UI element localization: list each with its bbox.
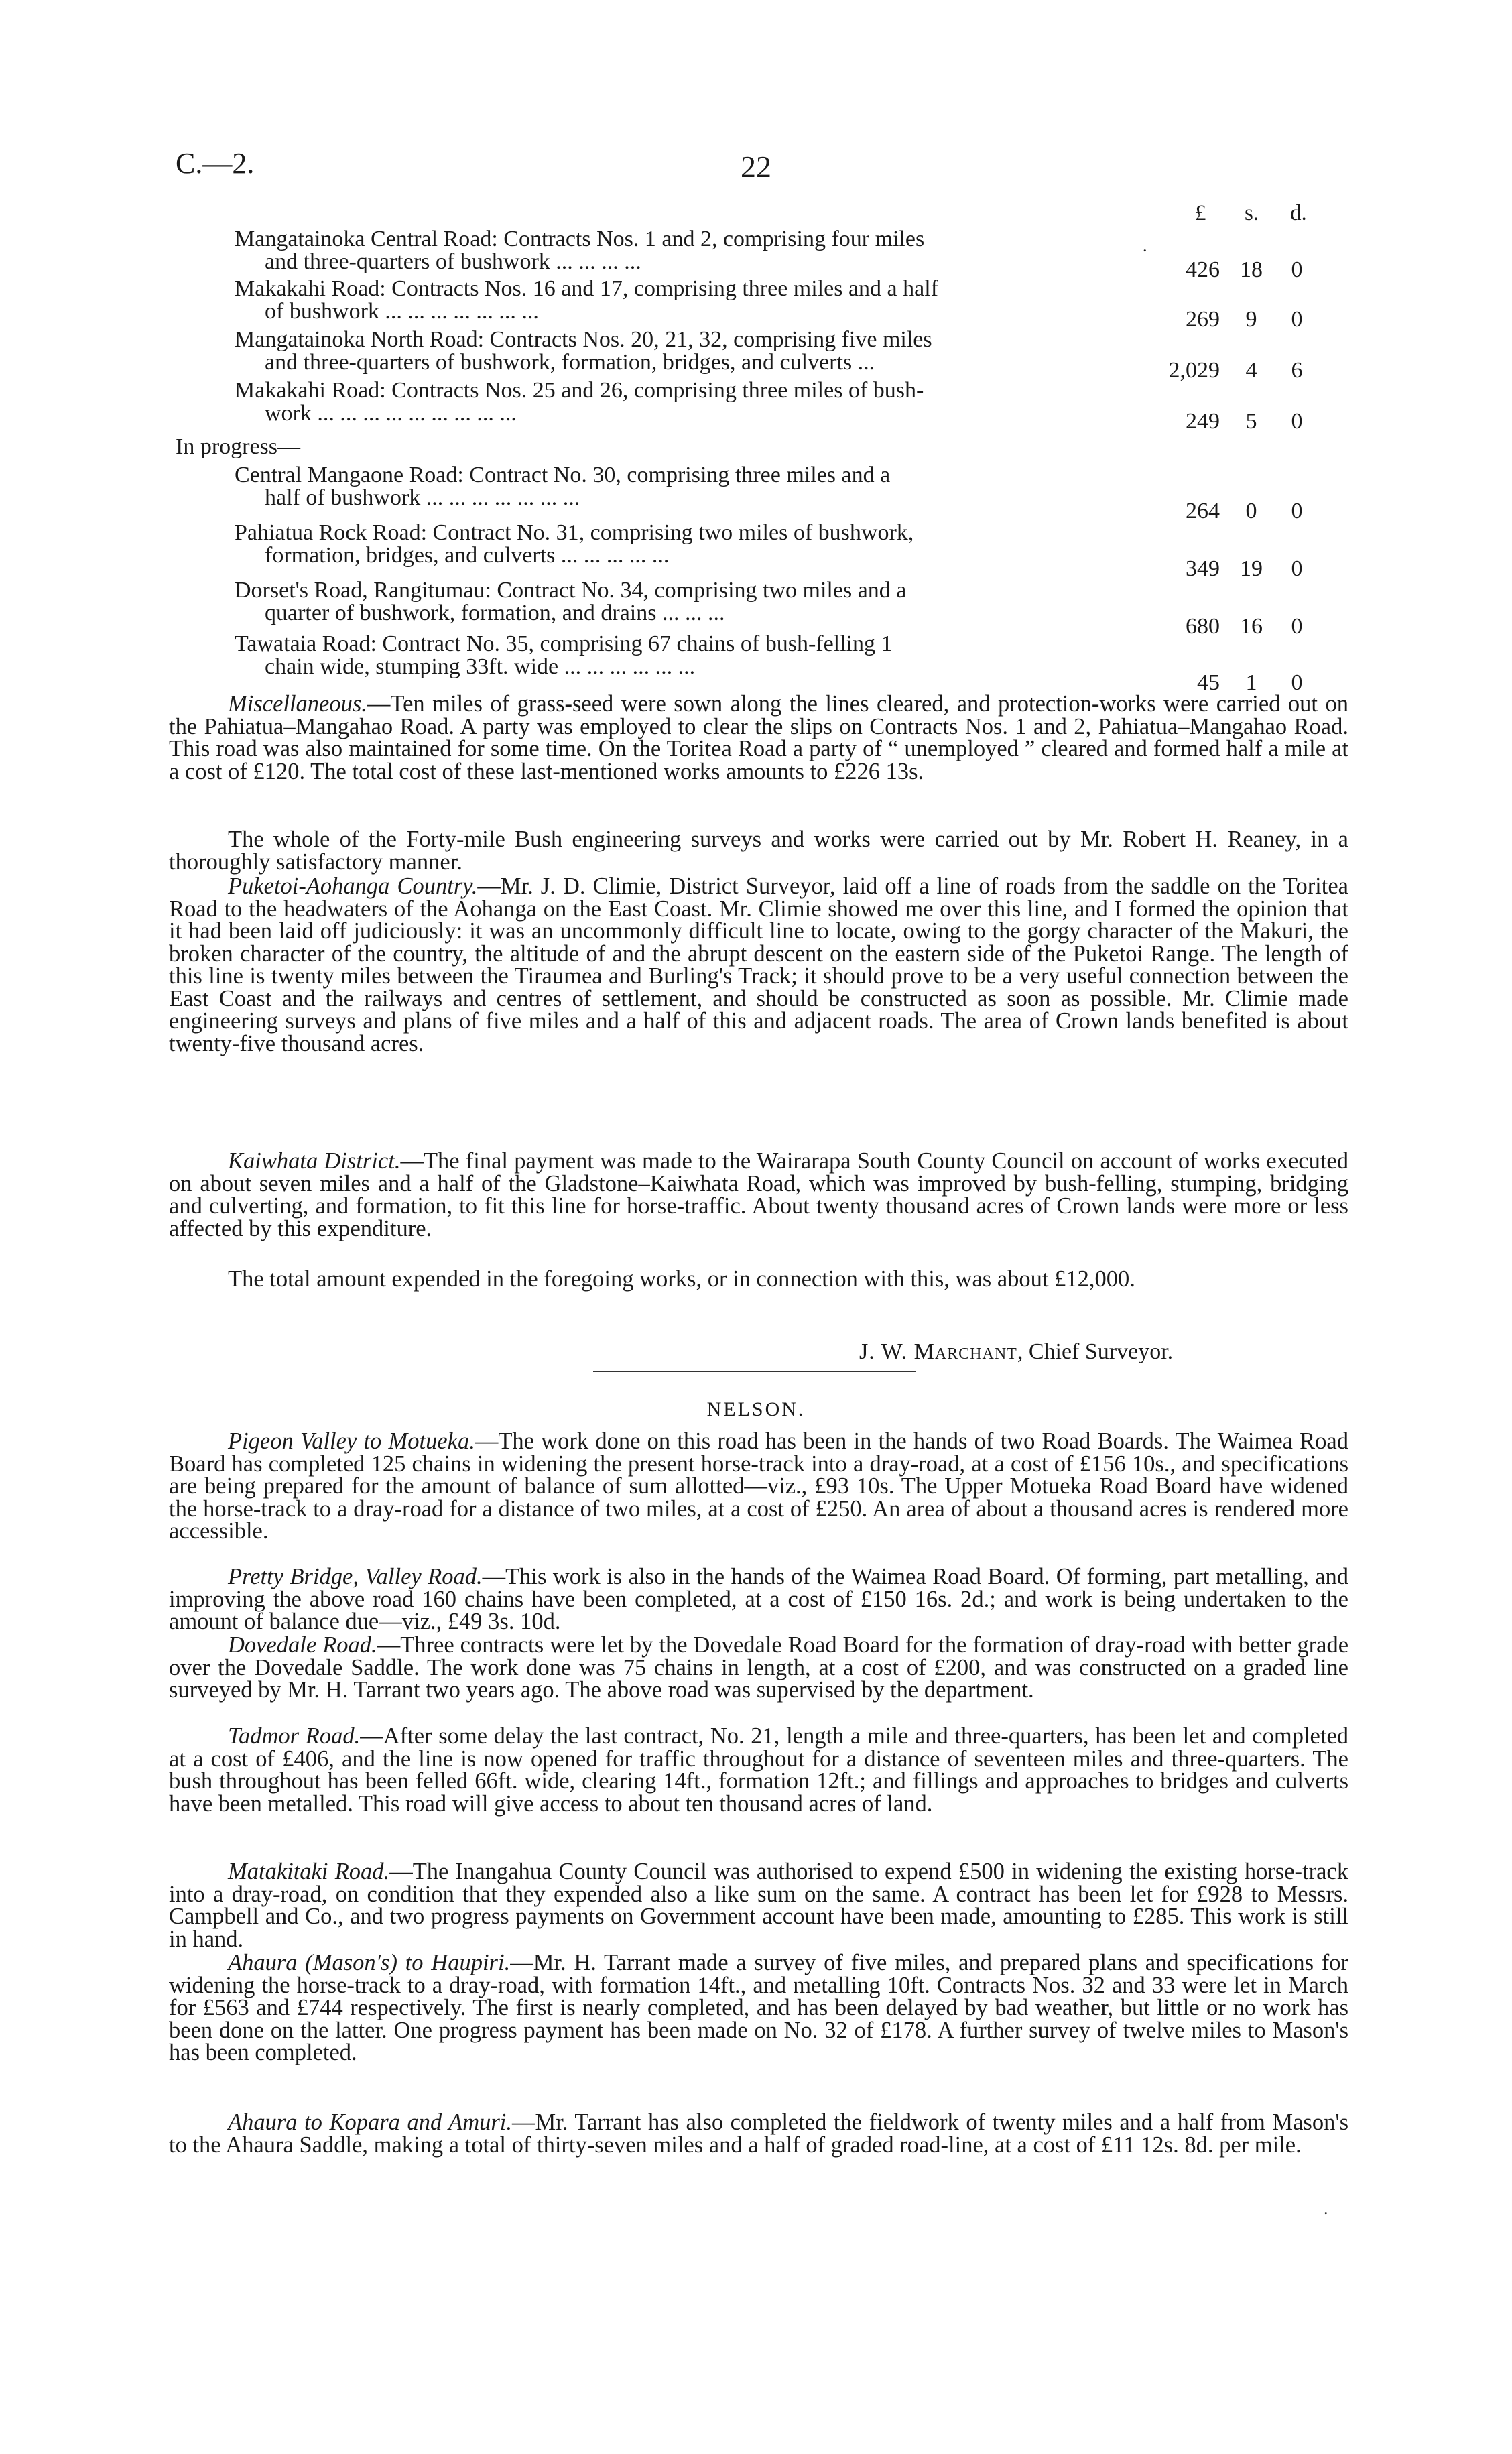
- signature: [859, 1339, 1173, 1365]
- entry-shillings: 9: [1245, 307, 1257, 332]
- entry-text: Mangatainoka Central Road: Contracts Nos. 1 and 2, comprising four miles: [235, 227, 925, 251]
- entry-pounds: 269: [1186, 307, 1220, 332]
- pence-column-head: d.: [1290, 201, 1307, 225]
- paragraph-text: —Three contracts were let by the Dovedale Road Board for the formation of dray-road with better grade over the Dovedale Saddle. The work done was 75 chains in length, at a cost of £200, and was constructed on a graded line surveyed by Mr. H. Tarrant two years ago. The above road was supervised by the department.: [169, 1632, 1349, 1703]
- entry-pence: 0: [1291, 670, 1303, 695]
- paragraph-text: The whole of the Forty-mile Bush engineering surveys and works were carried out by Mr. Robert H. Reaney, in a thoroughly satisfactory manner.: [169, 826, 1348, 875]
- entry-shillings: 5: [1245, 409, 1257, 434]
- entry-text: formation, bridges, and culverts ... ... ... ... ...: [265, 543, 670, 568]
- entry-pounds: 2,029: [1168, 358, 1220, 383]
- paragraph-title: Matakitaki Road.: [228, 1859, 390, 1884]
- paragraph-title: Pretty Bridge, Valley Road.: [228, 1564, 483, 1589]
- paragraph-title: Pigeon Valley to Motueka.: [228, 1428, 475, 1454]
- paragraph-pigeon-valley: [169, 1430, 1348, 1543]
- entry-shillings: 18: [1240, 257, 1263, 282]
- paragraph-text: The total amount expended in the foregoing works, or in connection with this, was about £12,000.: [228, 1266, 1135, 1292]
- signatory-title: , Chief Surveyor.: [1017, 1339, 1174, 1364]
- entry-text: Dorset's Road, Rangitumau: Contract No. 34, comprising two miles and a: [235, 578, 907, 603]
- entry-text: Tawataia Road: Contract No. 35, comprising 67 chains of bush-felling 1: [235, 631, 893, 656]
- in-progress-heading: In progress—: [176, 434, 301, 459]
- paragraph-text: —This work is also in the hands of the Waimea Road Board. Of forming, part metalling, and improving the above road 160 chains have been completed, at a cost of £150 16s. 2d.; and work is being undertaken to the amount of balance due—viz., £49 3s. 10d.: [169, 1564, 1348, 1634]
- entry-pence: 0: [1291, 257, 1303, 282]
- paragraph-total: [169, 1268, 1348, 1291]
- section-divider: [593, 1371, 916, 1372]
- entry-text: and three-quarters of bushwork, formation, bridges, and culverts ...: [265, 350, 875, 375]
- paragraph-text: —The Inangahua County Council was authorised to expend £500 in widening the existing horse-track into a dray-road, on condition that they expended also a like sum on the same. A contract has been let for £928 to Messrs. Campbell and Co., and two progress payments on Government account have been made, amounting to £285. This work is still in hand.: [169, 1859, 1348, 1952]
- entry-shillings: 19: [1240, 556, 1263, 581]
- shillings-column-head: s.: [1245, 201, 1259, 225]
- entry-text: Central Mangaone Road: Contract No. 30, comprising three miles and a: [235, 463, 891, 487]
- entry-pounds: 264: [1186, 499, 1220, 524]
- entry-shillings: 4: [1245, 358, 1257, 383]
- paragraph-miscellaneous: [169, 693, 1348, 783]
- section-title-nelson: NELSON.: [706, 1398, 806, 1420]
- paragraph-title: Puketoi-Aohanga Country.: [228, 873, 478, 899]
- paragraph-text: —Mr. Tarrant has also completed the fieldwork of twenty miles and a half from Mason's to the Ahaura Saddle, making a total of thirty-seven miles and a half of graded road-line, at a cost of £11 12s. 8d. per mile.: [169, 2109, 1348, 2158]
- paragraph-title: Kaiwhata District.: [228, 1148, 401, 1174]
- entry-pence: 6: [1291, 358, 1303, 383]
- paragraph-title: Tadmor Road.: [228, 1723, 361, 1749]
- entry-pounds: 680: [1186, 614, 1220, 639]
- paragraph-text: —The final payment was made to the Wairarapa South County Council on account of works executed on about seven miles and a half of the Gladstone–Kaiwhata Road, which was improved by bush-felling, stumping, bridging and culverting, and formation, to fit this line for horse-traffic. About twenty thousand acres of Crown lands were more or less affected by this expenditure.: [169, 1148, 1348, 1241]
- entry-shillings: 1: [1245, 670, 1257, 695]
- entry-text: quarter of bushwork, formation, and drains ... ... ...: [265, 601, 725, 625]
- entry-text: Makakahi Road: Contracts Nos. 25 and 26, comprising three miles of bush-: [235, 378, 924, 403]
- paragraph-kaiwhata: [169, 1150, 1348, 1240]
- paragraph-text: —Mr. J. D. Climie, District Surveyor, laid off a line of roads from the saddle on the Toritea Road to the headwaters of the Aohanga on the East Coast. Mr. Climie showed me over this line, and I formed the opinion that it had been laid off judiciously: it was an uncommonly difficult line to locate, owing to the gorgy character of the Makuri, the broken character of the country, the altitude of and the abrupt descent on the eastern side of the Puketoi Range. The length of this line is twenty miles between the Tiraumea and Burling's Track; it should prove to be a very useful connection between the East Coast and the railways and centres of settlement, and should be constructed as soon as possible. Mr. Climie made engineering surveys and plans of five miles and a half of this and adjacent roads. The area of Crown lands benefited is about twenty-five thousand acres.: [169, 873, 1348, 1056]
- page-number: 22: [741, 149, 771, 184]
- entry-text: half of bushwork ... ... ... ... ... ... ...: [265, 485, 580, 510]
- paragraph-puketoi-aohanga: [169, 875, 1348, 1055]
- entry-text: Pahiatua Rock Road: Contract No. 31, comprising two miles of bushwork,: [235, 520, 914, 545]
- entry-shillings: 0: [1245, 499, 1257, 524]
- entry-pounds: 349: [1186, 556, 1220, 581]
- entry-text: chain wide, stumping 33ft. wide ... ... ... ... ... ...: [265, 654, 696, 679]
- entry-pence: 0: [1291, 307, 1303, 332]
- paragraph-pretty-bridge: [169, 1566, 1348, 1634]
- signatory-name: J. W. Marchant: [859, 1339, 1017, 1364]
- stray-dot: .: [1143, 236, 1147, 255]
- paragraph-title: Ahaura (Mason's) to Haupiri.: [228, 1950, 511, 1975]
- entry-text: of bushwork ... ... ... ... ... ... ...: [265, 299, 539, 324]
- paragraph-text: —Ten miles of grass-seed were sown along the lines cleared, and protection-works were carried out on the Pahiatua–Mangahao Road. A party was employed to clear the slips on Contracts Nos. 1 and 2, Pahiatua–Mangahao Road. This road was also maintained for some time. On the Toritea Road a party of “ unemployed ” cleared and formed half a mile at a cost of £120. The total cost of these last-mentioned works amounts to £226 13s.: [169, 691, 1348, 784]
- paragraph-matakitaki: [169, 1861, 1348, 1951]
- entry-pence: 0: [1291, 499, 1303, 524]
- entry-text: Makakahi Road: Contracts Nos. 16 and 17, comprising three miles and a half: [235, 276, 938, 301]
- entry-pounds: 249: [1186, 409, 1220, 434]
- entry-shillings: 16: [1240, 614, 1263, 639]
- entry-text: Mangatainoka North Road: Contracts Nos. 20, 21, 32, comprising five miles: [235, 327, 932, 352]
- paragraph-title: Miscellaneous.: [228, 691, 367, 717]
- paragraph-surveys: [169, 826, 1348, 875]
- paragraph-dovedale: [169, 1634, 1348, 1702]
- paragraph-text: —Mr. H. Tarrant made a survey of five miles, and prepared plans and specifications for widening the horse-track to a dray-road, with formation 14ft., and metalling 10ft. Contracts Nos. 32 and 33 were let in March for £563 and £744 respectively. The first is nearly completed, and has been delayed by bad weather, but little or no work has been done on the latter. One progress payment has been made on No. 32 of £178. A further survey of twelve miles to Mason's has been completed.: [169, 1950, 1348, 2065]
- document-reference: C.—2.: [176, 147, 255, 180]
- pounds-column-head: £: [1195, 201, 1206, 225]
- paragraph-tadmor: [169, 1725, 1348, 1815]
- paragraph-title: Dovedale Road.: [228, 1632, 377, 1658]
- entry-pence: 0: [1291, 614, 1303, 639]
- entry-text: work ... ... ... ... ... ... ... ... ...: [265, 401, 517, 426]
- stray-dot: .: [1324, 2199, 1328, 2218]
- paragraph-ahaura-haupiri: [169, 1952, 1348, 2065]
- entry-pounds: 45: [1197, 670, 1220, 695]
- paragraph-text: —The work done on this road has been in the hands of two Road Boards. The Waimea Road Board has completed 125 chains in widening the present horse-track into a dray-road, at a cost of £156 10s., and specifications are being prepared for the amount of balance of sum allotted—viz., £93 10s. The Upper Motueka Road Board have widened the horse-track to a dray-road for a distance of two miles, at a cost of £250. An area of about a thousand acres is rendered more accessible.: [169, 1428, 1348, 1544]
- paragraph-title: Ahaura to Kopara and Amuri.: [228, 2109, 513, 2135]
- entry-text: and three-quarters of bushwork ... ... ... ...: [265, 249, 641, 274]
- entry-pence: 0: [1291, 556, 1303, 581]
- paragraph-ahaura-kopara: [169, 2111, 1348, 2156]
- entry-pence: 0: [1291, 409, 1303, 434]
- paragraph-text: —After some delay the last contract, No. 21, length a mile and three-quarters, has been let and completed at a cost of £406, and the line is now opened for traffic throughout for a distance of seventeen miles and three-quarters. The bush throughout has been felled 66ft. wide, clearing 14ft., formation 12ft.; and fillings and approaches to bridges and culverts have been metalled. This road will give access to about ten thousand acres of land.: [169, 1723, 1349, 1817]
- entry-pounds: 426: [1186, 257, 1220, 282]
